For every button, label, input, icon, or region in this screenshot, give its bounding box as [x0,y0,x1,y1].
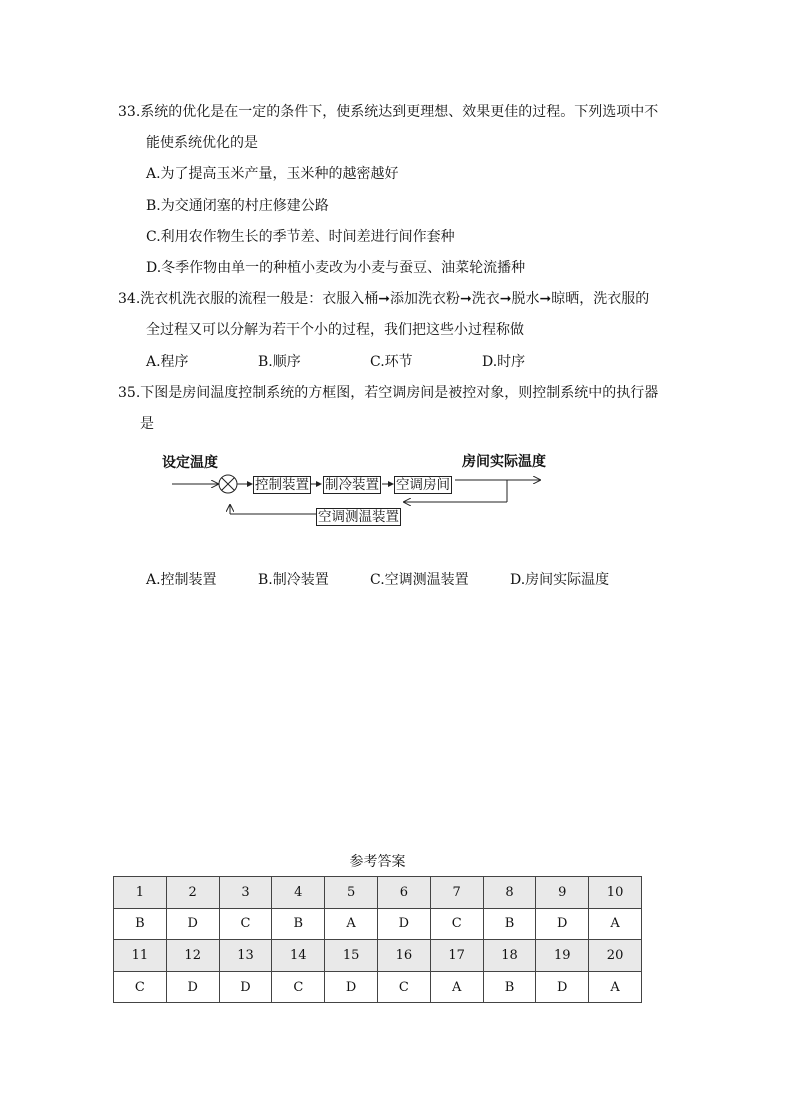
answer-number: 13 [219,940,272,972]
answer-letter: B [272,908,325,940]
q35-option-c: C.空调测温装置 [370,572,469,588]
q34-step-4: 脱水 [511,291,540,307]
answer-letter: D [536,971,589,1003]
answer-number: 8 [483,877,536,909]
answer-letter: C [377,971,430,1003]
arrow-icon: ➞ [378,291,390,307]
q33-option-c: C.利用农作物生长的季节差、时间差进行间作套种 [146,229,455,245]
q34-option-b: B.顺序 [258,354,301,370]
q35-option-a: A.控制装置 [146,572,217,588]
answer-number-row [114,877,642,909]
answer-number: 4 [272,877,325,909]
q34-stem-line2: 全过程又可以分解为若干个小的过程，我们把这些小过程称做 [146,322,524,338]
answer-letter: C [430,908,483,940]
answer-letter: A [589,908,642,940]
arrow-icon: ➞ [539,291,552,307]
q33-option-d: D.冬季作物由单一的种植小麦改为小麦与蚕豆、油菜轮流播种 [146,260,526,276]
answer-key-table [113,876,642,1003]
cooling-device-box: 制冷装置 [325,477,379,493]
arrow-icon: ➞ [499,291,512,307]
answer-number: 16 [377,940,430,972]
q34-stem-line1 [118,289,649,309]
answer-number: 2 [166,877,219,909]
q35-stem-line2: 是 [140,416,154,432]
q33-option-a: A.为了提高玉米产量，玉米种的越密越好 [146,166,399,182]
answer-letter-row [114,908,642,940]
answer-key-title: 参考答案 [349,854,406,870]
answer-letter: A [325,908,378,940]
q34-step-2: 添加洗衣粉 [390,291,460,307]
q34-text-a: 34.洗衣机洗衣服的流程一般是：衣服入桶 [118,291,379,307]
answer-letter: B [483,908,536,940]
control-device-box: 控制装置 [255,477,309,493]
answer-number: 11 [114,940,167,972]
answer-number: 17 [430,940,483,972]
arrow-icon: ➞ [460,291,472,307]
answer-number: 15 [325,940,378,972]
answer-letter: A [589,971,642,1003]
answer-number: 9 [536,877,589,909]
answer-number: 10 [589,877,642,909]
q33-stem-line2: 能使系统优化的是 [146,135,258,151]
answer-letter: C [114,971,167,1003]
answer-number: 1 [114,877,167,909]
q34-option-c: C.环节 [370,354,413,370]
answer-letter: B [483,971,536,1003]
q35-option-d: D.房间实际温度 [510,572,610,588]
answer-letter: D [166,971,219,1003]
answer-letter: D [377,908,430,940]
q34-step-3: 洗衣 [471,291,500,307]
q34-option-d: D.时序 [482,354,526,370]
q34-option-a: A.程序 [146,354,189,370]
answer-letter: D [166,908,219,940]
q33-stem-line1: 33.系统的优化是在一定的条件下，使系统达到更理想、效果更佳的过程。下列选项中不 [118,104,659,120]
room-box: 空调房间 [396,477,450,493]
q34-text-b: 晾晒，洗衣服的 [551,291,650,307]
q33-option-b: B.为交通闭塞的村庄修建公路 [146,198,329,214]
answer-number: 19 [536,940,589,972]
answer-letter-row [114,971,642,1003]
answer-number: 20 [589,940,642,972]
sensor-box: 空调测温装置 [318,509,399,525]
input-label: 设定温度 [162,455,218,471]
answer-letter: C [219,908,272,940]
answer-number: 7 [430,877,483,909]
answer-number: 5 [325,877,378,909]
block-diagram [160,446,580,536]
answer-number: 3 [219,877,272,909]
answer-letter: C [272,971,325,1003]
answer-letter: D [219,971,272,1003]
answer-letter: D [536,908,589,940]
answer-number: 6 [377,877,430,909]
answer-number: 14 [272,940,325,972]
answer-letter: B [114,908,167,940]
answer-number: 18 [483,940,536,972]
output-label: 房间实际温度 [462,454,546,470]
q35-stem-line1: 35.下图是房间温度控制系统的方框图，若空调房间是被控对象，则控制系统中的执行器 [118,385,659,401]
answer-number: 12 [166,940,219,972]
answer-letter: A [430,971,483,1003]
q35-option-b: B.制冷装置 [258,572,329,588]
answer-number-row [114,940,642,972]
answer-letter: D [325,971,378,1003]
